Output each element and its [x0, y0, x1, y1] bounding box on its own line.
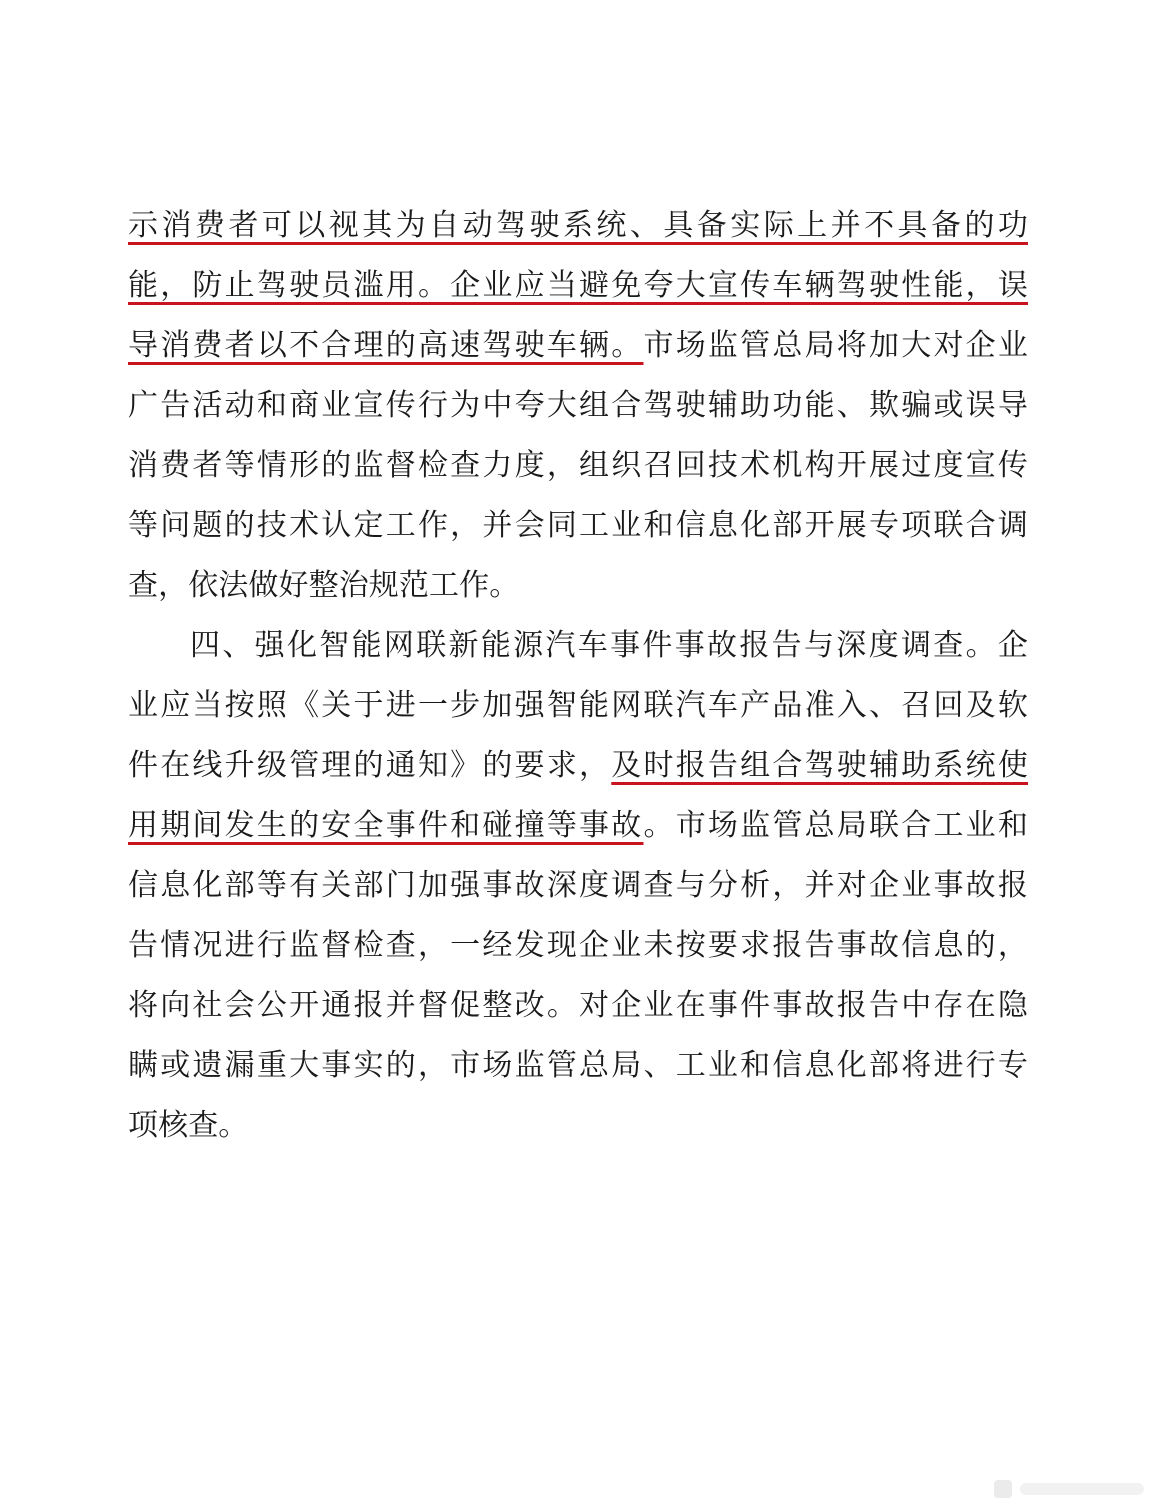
- watermark-logo: [992, 1474, 1148, 1504]
- plain-text: 查，依法做好整治规范工作。: [128, 568, 520, 603]
- text-line-3: [128, 316, 1028, 376]
- text-line-10: [128, 736, 1028, 796]
- text-line-1: [128, 196, 1028, 256]
- underlined-text: 及时报告组合驾驶辅助系统使: [611, 748, 1028, 783]
- section-heading-text: 四、强化智能网联新能源汽车事件事故报告与深度调查。企: [190, 628, 1028, 663]
- text-line-6: [128, 496, 1028, 556]
- plain-text: 广告活动和商业宣传行为中夸大组合驾驶辅助功能、欺骗或误导: [128, 388, 1028, 423]
- plain-text: 项核查。: [128, 1108, 249, 1143]
- text-line-9: [128, 676, 1028, 736]
- text-line-11: [128, 796, 1028, 856]
- plain-text: 消费者等情形的监督检查力度，组织召回技术机构开展过度宣传: [128, 448, 1028, 483]
- text-line-2: [128, 256, 1028, 316]
- underlined-text: 导消费者以不合理的高速驾驶车辆。: [128, 328, 644, 363]
- underlined-text: 能，防止驾驶员滥用。企业应当避免夸大宣传车辆驾驶性能，误: [128, 268, 1028, 303]
- plain-text: 信息化部等有关部门加强事故深度调查与分析，并对企业事故报: [128, 868, 1028, 903]
- underlined-text: 用期间发生的安全事件和碰撞等事故: [128, 808, 644, 843]
- text-line-13: [128, 916, 1028, 976]
- document-body: [128, 196, 1028, 1156]
- underlined-text: 示消费者可以视其为自动驾驶系统、具备实际上并不具备的功: [128, 208, 1028, 243]
- text-line-5: [128, 436, 1028, 496]
- text-line-15: [128, 1036, 1028, 1096]
- text-line-14: [128, 976, 1028, 1036]
- text-line-16: [128, 1096, 1028, 1156]
- plain-text: 市场监管总局将加大对企业: [643, 328, 1028, 363]
- plain-text: 瞒或遗漏重大事实的，市场监管总局、工业和信息化部将进行专: [128, 1048, 1028, 1083]
- plain-text: 等问题的技术认定工作，并会同工业和信息化部开展专项联合调: [128, 508, 1028, 543]
- text-line-12: [128, 856, 1028, 916]
- plain-text: 。市场监管总局联合工业和: [643, 808, 1028, 843]
- plain-text: 业应当按照《关于进一步加强智能网联汽车产品准入、召回及软: [128, 688, 1028, 723]
- text-line-4: [128, 376, 1028, 436]
- plain-text: 告情况进行监督检查，一经发现企业未按要求报告事故信息的，: [128, 928, 1028, 963]
- text-line-7: [128, 556, 1028, 616]
- plain-text: 将向社会公开通报并督促整改。对企业在事件事故报告中存在隐: [128, 988, 1028, 1023]
- section-heading-line: [128, 616, 1028, 676]
- plain-text: 件在线升级管理的通知》的要求，: [128, 748, 612, 783]
